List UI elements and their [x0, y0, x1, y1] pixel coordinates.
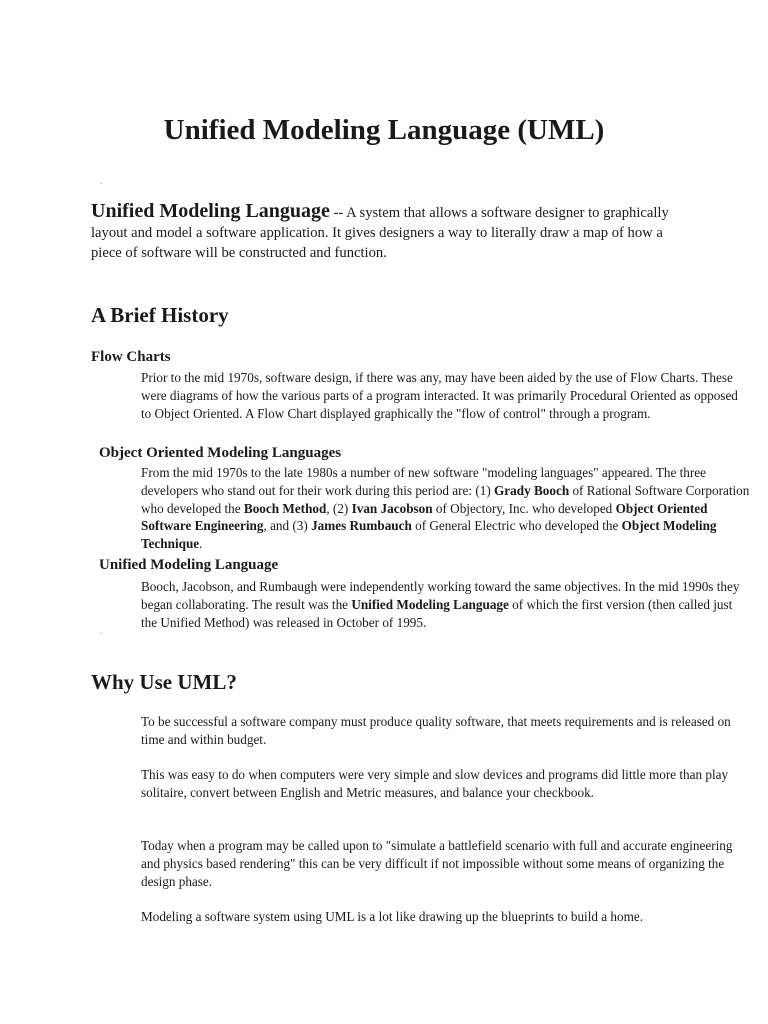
- history-heading: A Brief History: [91, 303, 229, 327]
- intro-dash: --: [329, 205, 347, 221]
- oo-text-2: of Rational Software Corporation who developed the: [141, 482, 750, 516]
- uml-text: [141, 578, 751, 631]
- oo-bold-james-rumbauch: James Rumbauch: [311, 518, 412, 534]
- oo-languages-label: Object Oriented Modeling Languages: [99, 445, 342, 461]
- why-paragraph-2: This was easy to do when computers were very simple and slow devices and programs did little more than play solitaire, convert between English and Metric measures, and balance your checkbook.: [141, 767, 729, 800]
- oo-bold-omt: Object Modeling Technique: [141, 518, 717, 552]
- uml-text-1: Booch, Jacobson, and Rumbaugh were independently working toward the same objectives. In the mid 1990s they began collaborating. The result was the: [141, 579, 740, 612]
- oo-languages-text: [141, 464, 751, 553]
- flow-charts-text: Prior to the mid 1970s, software design, if there was any, may have been aided by the use of Flow Charts. These were diagrams of how the various parts of a program interacted. It was primarily Procedural Oriented as opposed to Object Oriented. A Flow Chart displayed graphically the "flow of control" through a program.: [141, 370, 738, 421]
- uml-label: Unified Modeling Language: [99, 557, 279, 573]
- oo-text-7: .: [199, 536, 203, 552]
- oo-bold-ivan-jacobson: Ivan Jacobson: [351, 500, 433, 516]
- oo-bold-booch-method: Booch Method: [243, 500, 327, 516]
- intro-definition: A system that allows a software designer to graphically layout and model a software application. It gives designers a way to literally draw a map of how a piece of software will be constructed and function.: [91, 205, 669, 261]
- why-heading: Why Use UML?: [91, 670, 237, 694]
- page-mark: [100, 183, 102, 184]
- page-title: Unified Modeling Language (UML): [163, 114, 605, 146]
- intro-paragraph: [91, 201, 691, 263]
- oo-text-6: of General Electric who developed the: [411, 518, 622, 534]
- flow-charts-label: Flow Charts: [91, 349, 171, 365]
- why-paragraph-4: Modeling a software system using UML is a lot like drawing up the blueprints to build a home.: [141, 909, 644, 924]
- oo-text-4: of Objectory, Inc. who developed: [432, 500, 616, 516]
- oo-bold-grady-booch: Grady Booch: [494, 482, 570, 498]
- why-paragraph-3: Today when a program may be called upon to "simulate a battlefield scenario with full and accurate engineering and physics based rendering" this can be very difficult if not impossible without some means of organizing the design phase.: [141, 838, 733, 889]
- page-mark: [100, 633, 102, 634]
- intro-term: Unified Modeling Language: [91, 200, 330, 222]
- uml-text-2: of which the first version (then called just the Unified Method) was released in October of 1995.: [141, 596, 733, 630]
- oo-text-1: From the mid 1970s to the late 1980s a number of new software "modeling languages" appeared. The three developers who stand out for their work during this period are: (1): [141, 465, 706, 498]
- oo-text-3: , (2): [326, 500, 352, 516]
- oo-text-5: , and (3): [263, 518, 312, 534]
- oo-bold-oose: Object Oriented Software Engineering: [141, 500, 708, 534]
- why-paragraph-1: To be successful a software company must produce quality software, that meets requirements and is released on time and within budget.: [141, 714, 731, 747]
- uml-bold-uml: Unified Modeling Language: [351, 596, 509, 612]
